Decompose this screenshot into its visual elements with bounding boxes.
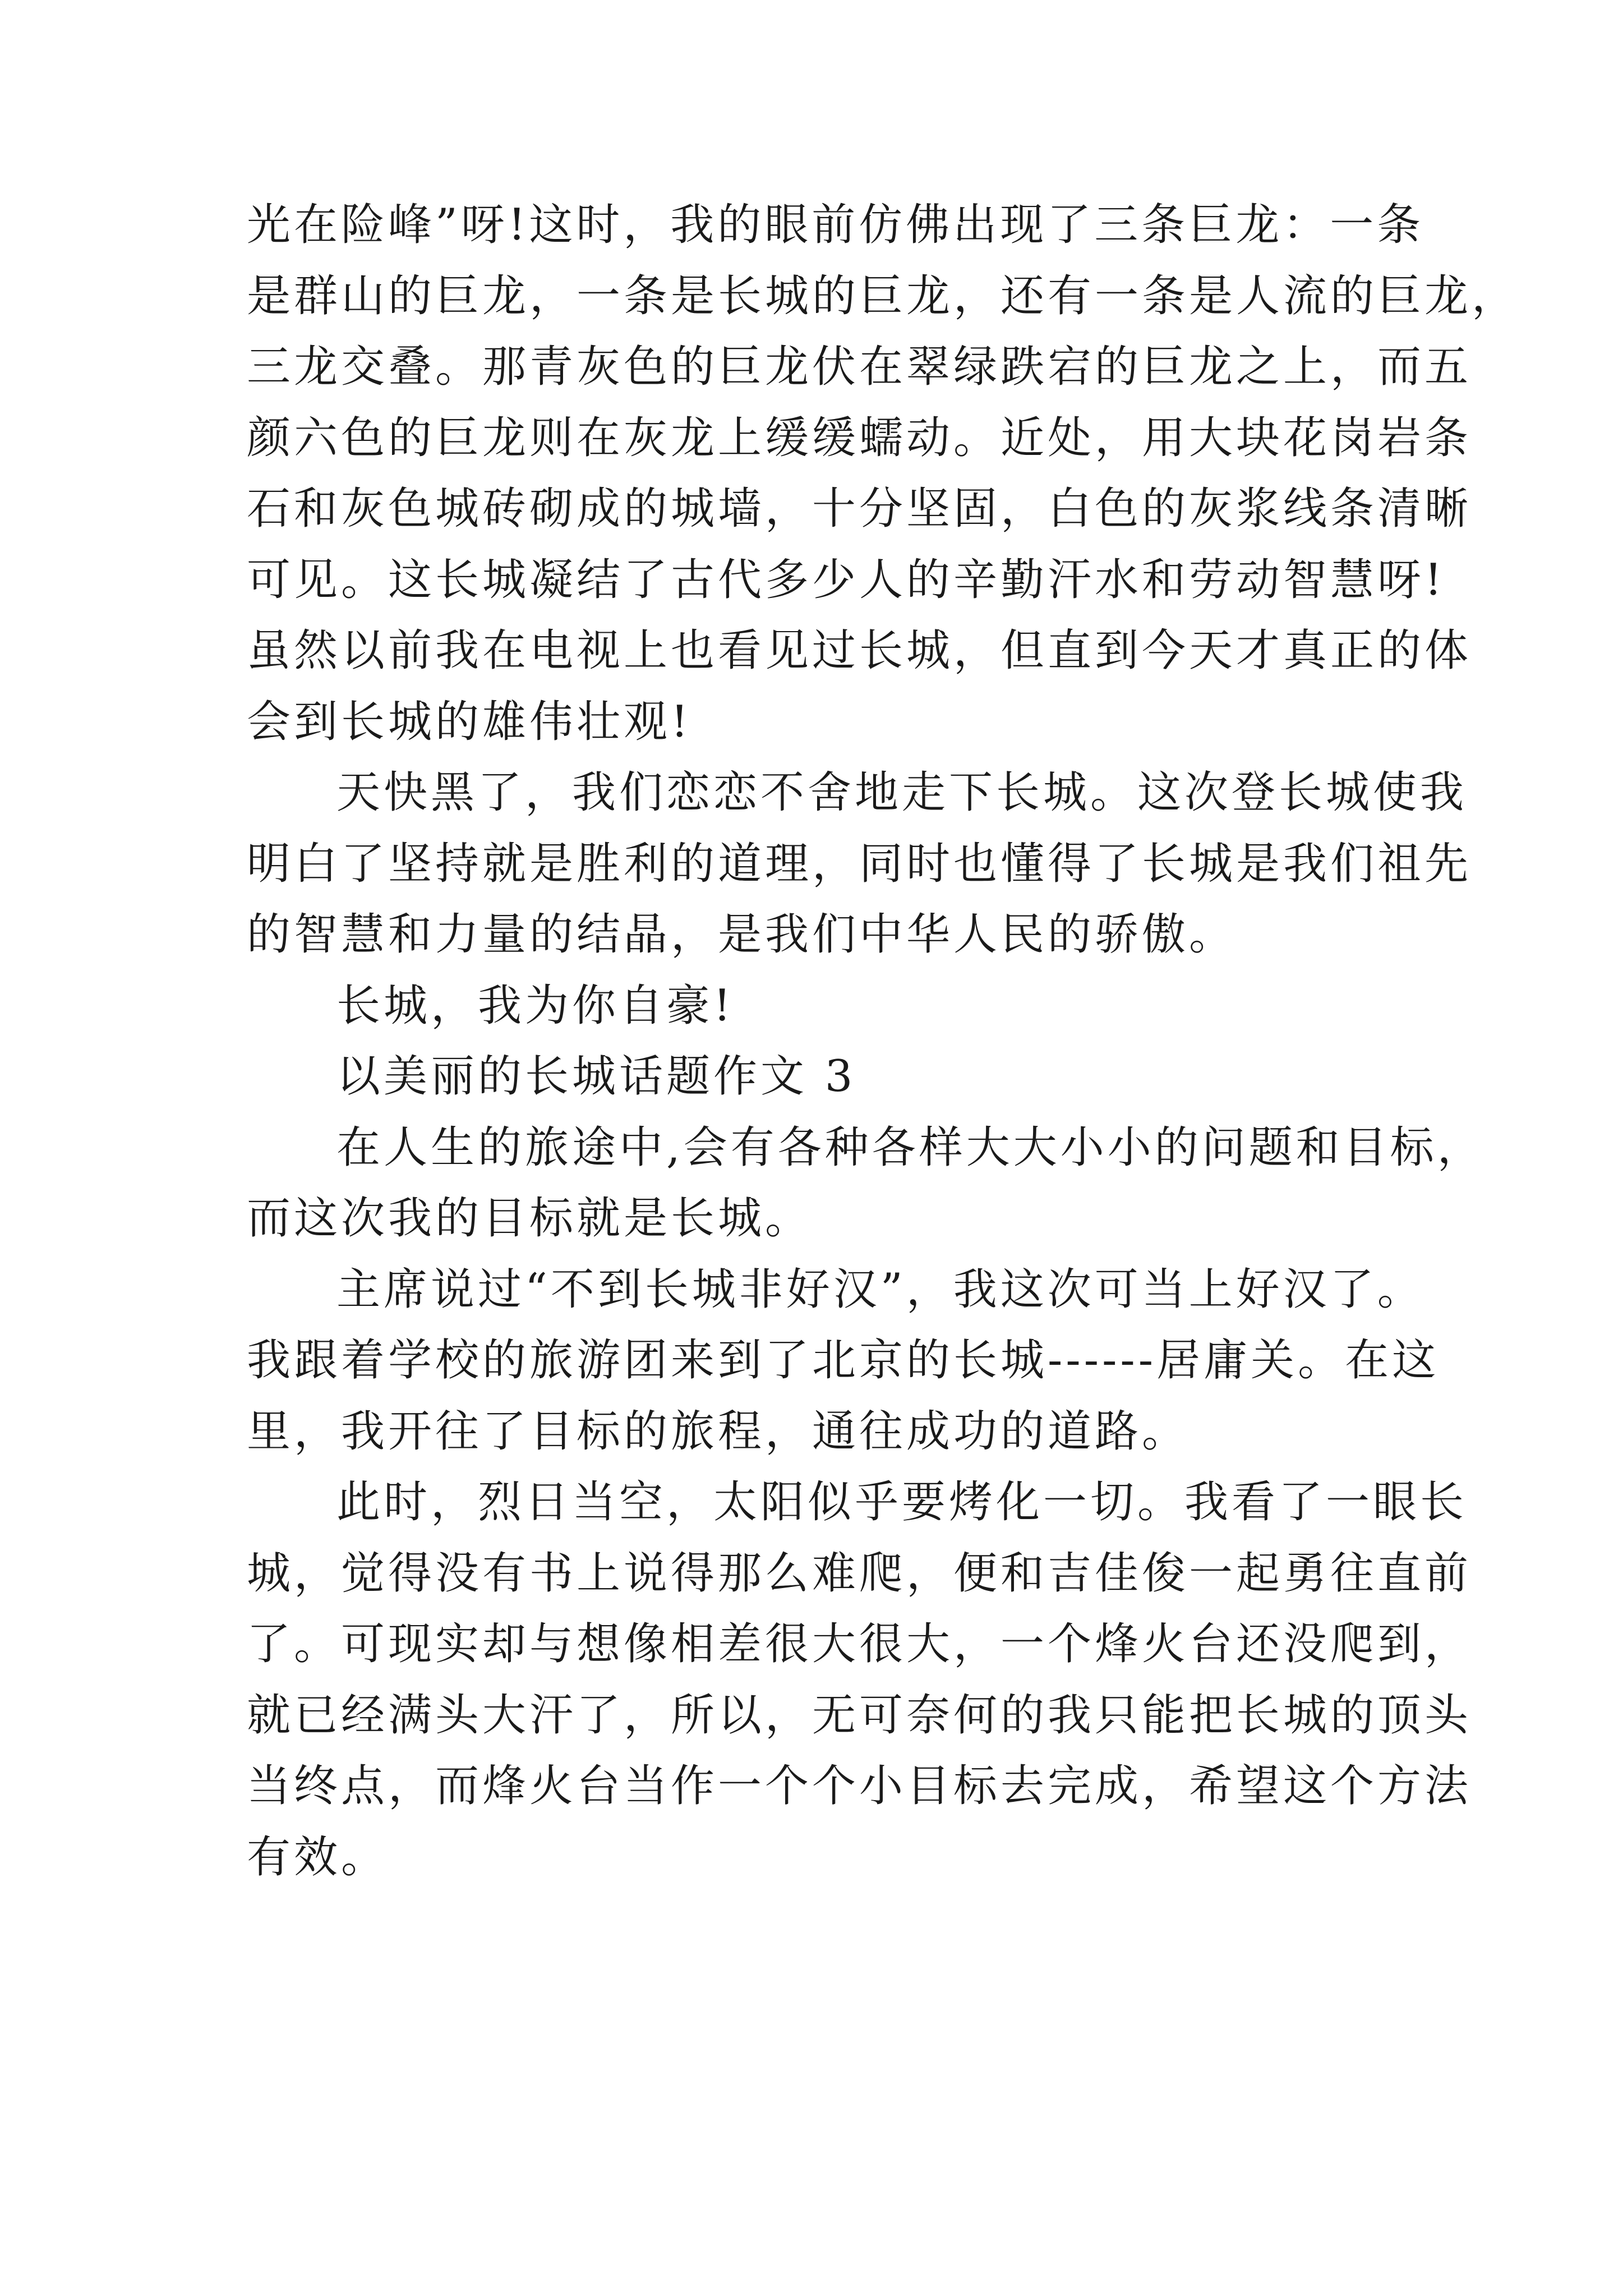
paragraph-first-line: 在人生的旅途中,会有各种各样大大小小的问题和目标， [336,1122,1484,1173]
text-line: 可见。这长城凝结了古代多少人的辛勤汗水和劳动智慧呀! [247,554,1446,605]
paragraph-first-line: 主席说过“不到长城非好汉”，我这次可当上好汉了。 [336,1264,1424,1315]
text-line: 城，觉得没有书上说得那么难爬，便和吉佳俊一起勇往直前 [247,1548,1472,1599]
paragraph-first-line: 天快黑了，我们恋恋不舍地走下长城。这次登长城使我 [336,767,1468,818]
text-line: 石和灰色城砖砌成的城墙，十分坚固，白色的灰浆线条清晰 [247,484,1472,534]
essay-body [247,190,1519,1893]
text-line: 的智慧和力量的结晶，是我们中华人民的骄傲。 [247,909,1237,960]
text-line: 光在险峰”呀!这时，我的眼前仿佛出现了三条巨龙：一条 [247,200,1424,250]
text-line: 里，我开往了目标的旅程，通往成功的道路。 [247,1406,1189,1457]
text-line: 当终点，而烽火台当作一个个小目标去完成，希望这个方法 [247,1761,1472,1811]
essay-heading: 以美丽的长城话题作文 3 [336,1051,856,1102]
text-line: 就已经满头大汗了，所以，无可奈何的我只能把长城的顶头 [247,1690,1472,1741]
text-line: 三龙交叠。那青灰色的巨龙伏在翠绿跌宕的巨龙之上，而五 [247,342,1472,392]
text-line: 颜六色的巨龙则在灰龙上缓缓蠕动。近处，用大块花岗岩条 [247,412,1472,463]
text-line: 而这次我的目标就是长城。 [247,1193,813,1244]
text-line: 我跟着学校的旅游团来到了北京的长城------居庸关。在这 [247,1335,1440,1386]
text-line: 是群山的巨龙，一条是长城的巨龙，还有一条是人流的巨龙， [247,270,1519,321]
text-line: 会到长城的雄伟壮观! [247,696,692,747]
text-line: 了。可现实却与想像相差很大很大，一个烽火台还没爬到， [247,1619,1472,1669]
text-line: 有效。 [247,1832,389,1883]
text-line: 明白了坚持就是胜利的道理，同时也懂得了长城是我们祖先 [247,838,1472,889]
paragraph-first-line: 此时，烈日当空，太阳似乎要烤化一切。我看了一眼长 [336,1477,1468,1527]
paragraph-first-line: 长城，我为你自豪! [336,980,735,1031]
text-line: 虽然以前我在电视上也看见过长城，但直到今天才真正的体 [247,625,1472,676]
